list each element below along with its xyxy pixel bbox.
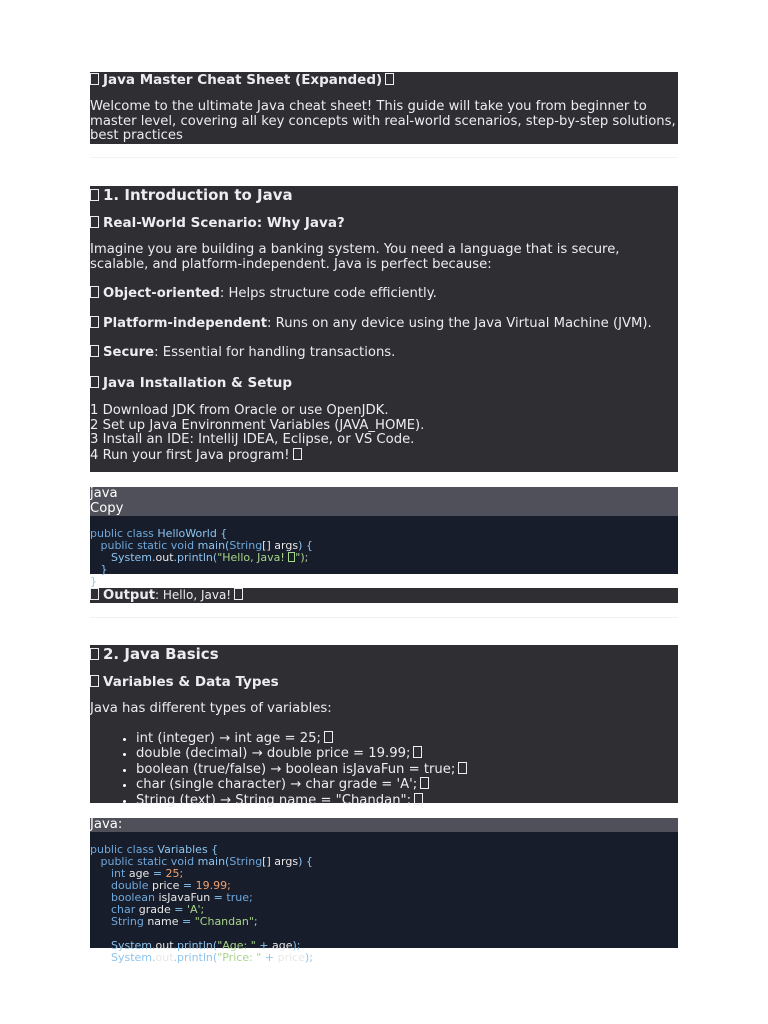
check-emoji-icon <box>90 345 99 357</box>
check-emoji-icon <box>90 588 99 600</box>
subheading: Java Installation & Setup <box>90 375 678 391</box>
code-line: String name = "Chandan"; <box>90 915 258 928</box>
code-line: double price = 19.99; <box>90 879 231 892</box>
letter-emoji-icon <box>420 777 429 789</box>
code-line: System.out.println("Age: " + age); <box>90 939 301 952</box>
code-line: public class Variables { <box>90 843 219 856</box>
gear-emoji-icon <box>90 376 99 388</box>
code-line: char grade = 'A'; <box>90 903 205 916</box>
welcome-text: Welcome to the ultimate Java cheat sheet! This guide will take you from beginner to master level, covering all key concepts with real-world scenarios, step-by-step solutions, best practices <box>90 99 676 144</box>
number-emoji-icon <box>324 731 333 743</box>
check-emoji-icon <box>90 286 99 298</box>
step-item: 1 Download JDK from Oracle or use OpenJDK. <box>90 402 389 418</box>
code-header <box>90 487 678 516</box>
code-line: public static void main(String[] args) { <box>90 539 313 552</box>
point-item: Platform-independent: Runs on any device using the Java Virtual Machine (JVM). <box>90 316 678 332</box>
page-title: Java Master Cheat Sheet (Expanded) <box>90 72 678 88</box>
list-item: • int (integer) → int age = 25; <box>135 731 678 747</box>
output-block <box>90 588 678 603</box>
money-emoji-icon <box>413 746 422 758</box>
code-language-label: Java: <box>90 817 123 832</box>
code-language-label: java <box>90 486 118 501</box>
section-introduction <box>90 186 678 472</box>
datatype-list <box>90 731 678 809</box>
pin-emoji-icon <box>90 189 99 201</box>
section-basics <box>90 645 678 808</box>
code-line: System.out.println("Price: " + price); <box>90 951 313 964</box>
section-heading: 2. Java Basics <box>90 645 678 663</box>
rocket-emoji-icon <box>385 73 394 85</box>
point-item: Secure: Essential for handling transactions. <box>90 345 678 361</box>
code-line: System.out.println("Hello, Java! "); <box>90 551 309 564</box>
code-block <box>90 516 678 588</box>
code-line: } <box>90 563 108 576</box>
scenario-text: Imagine you are building a banking system. You need a language that is secure, scalable, and platform-independent. Java is perfect because: <box>90 242 620 272</box>
step-item: 2 Set up Java Environment Variables (JAVA_HOME). <box>90 417 425 433</box>
pin-emoji-icon <box>90 648 99 660</box>
point-item: Object-oriented: Helps structure code efficiently. <box>90 286 678 302</box>
code-line: boolean isJavaFun = true; <box>90 891 253 904</box>
subheading: Variables & Data Types <box>90 674 678 690</box>
code-line: int age = 25; <box>90 867 184 880</box>
code-line: public static void main(String[] args) { <box>90 855 313 868</box>
list-item: • String (text) → String name = "Chandan"; <box>135 793 678 809</box>
code-line: public class HelloWorld { <box>90 527 228 540</box>
check-emoji-icon <box>90 316 99 328</box>
output-line: Output: Hello, Java! <box>90 588 678 604</box>
brain-emoji-icon <box>90 675 99 687</box>
section-heading: 1. Introduction to Java <box>90 186 678 204</box>
intro-block <box>90 72 678 144</box>
subheading: Real-World Scenario: Why Java? <box>90 215 678 231</box>
code-header <box>90 818 678 832</box>
vars-intro: Java has different types of variables: <box>90 701 332 716</box>
list-item: • char (single character) → char grade = 'A'; <box>135 777 678 793</box>
list-item: • boolean (true/false) → boolean isJavaFun = true; <box>135 762 678 778</box>
text-emoji-icon <box>414 793 423 805</box>
copy-button[interactable]: Copy <box>90 500 124 516</box>
code-line: } <box>90 575 97 588</box>
step-item: 4 Run your first Java program! <box>90 448 678 464</box>
step-item: 3 Install an IDE: IntelliJ IDEA, Eclipse, or VS Code. <box>90 432 415 448</box>
list-item: • double (decimal) → double price = 19.99; <box>135 746 678 762</box>
code-block <box>90 832 678 964</box>
check-emoji-icon <box>458 762 467 774</box>
wave-emoji-icon <box>234 588 243 600</box>
book-emoji-icon <box>90 73 99 85</box>
bank-emoji-icon <box>90 216 99 228</box>
party-emoji-icon <box>293 448 302 460</box>
